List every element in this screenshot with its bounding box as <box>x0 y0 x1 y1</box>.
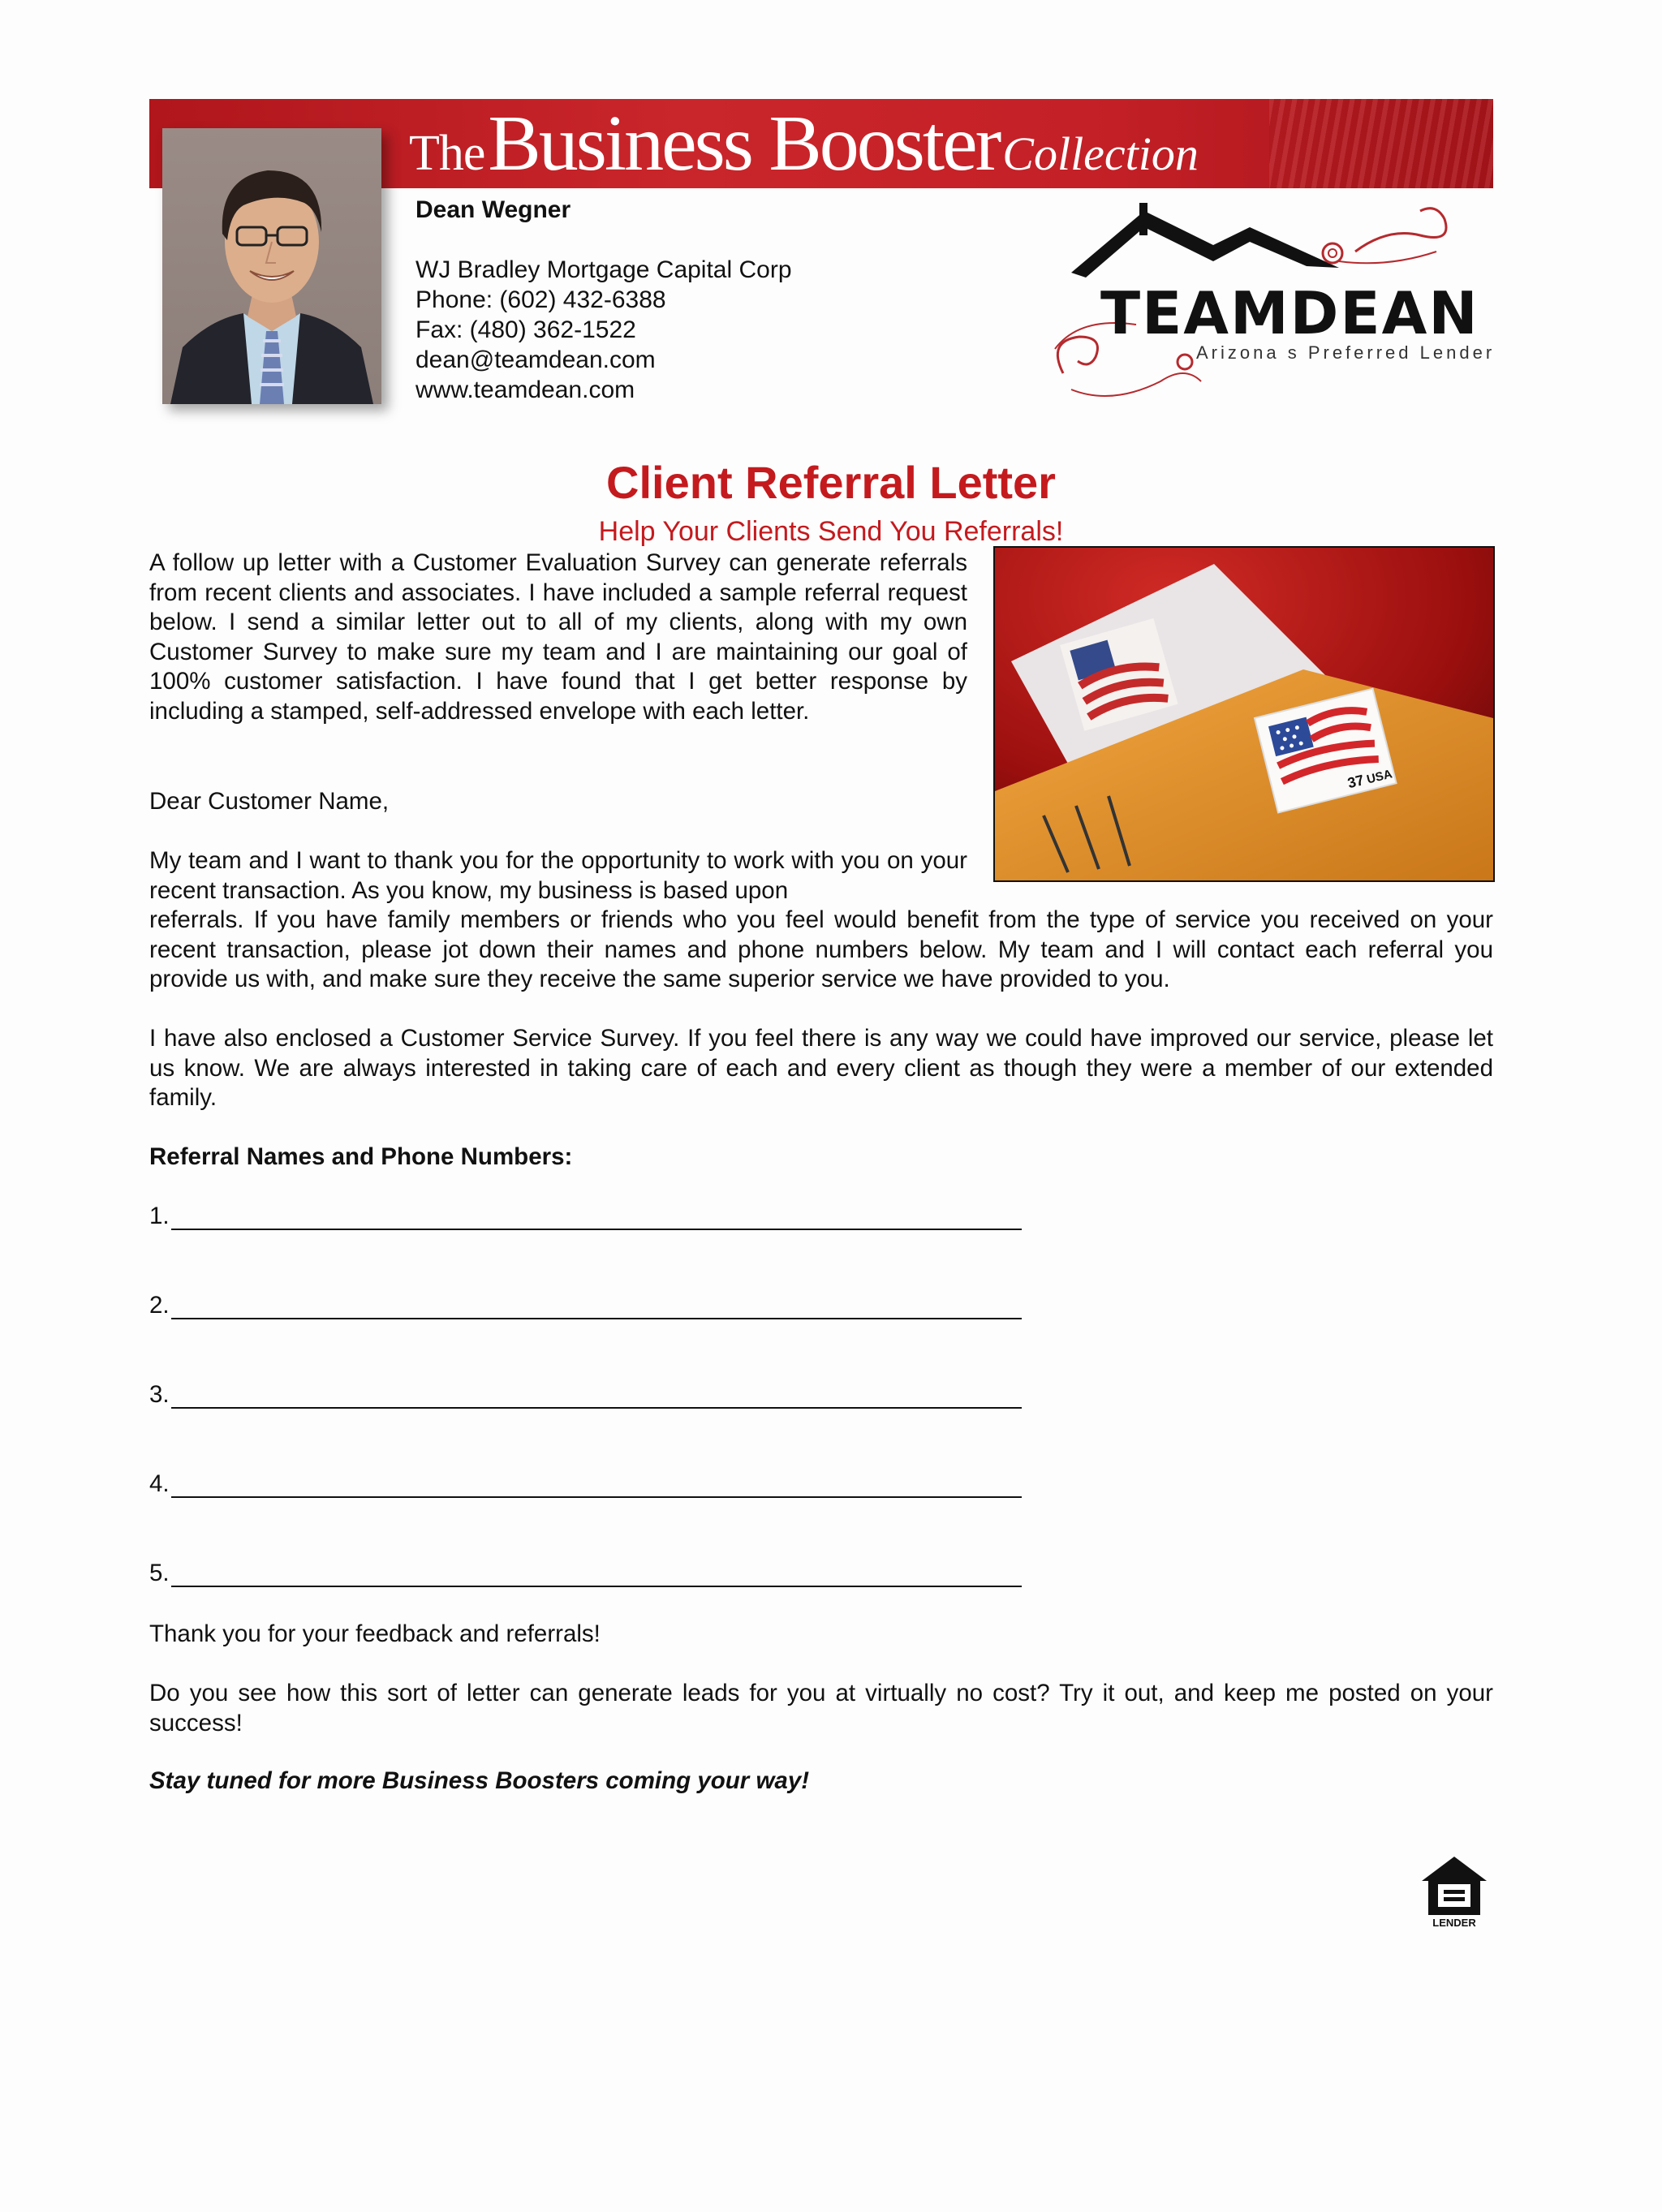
stamp-country: USA <box>1365 767 1394 787</box>
envelope-illustration <box>995 548 1493 880</box>
referral-blank[interactable] <box>171 1475 1022 1498</box>
intro-paragraph: A follow up letter with a Customer Evaluation Survey can generate referrals from recent clients and associates. I have included a sample referral request below. I send a similar letter out to all of my clients, along with my own Customer Survey to make sure my team and I are maintaining our goal of 100% customer satisfaction. I have found that I get better response by including a stamped, self-addressed envelope with each letter. <box>149 549 967 725</box>
logo-tagline: Arizona s Preferred Lender <box>1196 342 1496 363</box>
contact-company: WJ Bradley Mortgage Capital Corp <box>416 256 792 283</box>
salutation: Dear Customer Name, <box>149 788 390 815</box>
agent-photo <box>162 128 381 404</box>
banner-main-title: Business Booster <box>488 100 1000 187</box>
referral-number: 4. <box>149 1470 170 1497</box>
referral-number: 2. <box>149 1292 170 1319</box>
banner-title <box>409 100 1199 187</box>
referral-number: 3. <box>149 1381 170 1408</box>
closing-paragraph: Do you see how this sort of letter can generate leads for you at virtually no cost? Try it out, and keep me posted on your success! <box>149 1680 1493 1736</box>
referral-line[interactable] <box>149 1470 1022 1498</box>
stamp-denomination: 37 <box>1346 772 1366 792</box>
equal-housing-label: LENDER <box>1432 1917 1476 1929</box>
contact-block <box>416 195 792 405</box>
contact-name: Dean Wegner <box>416 196 571 223</box>
referral-number: 5. <box>149 1560 170 1586</box>
banner-collection: Collection <box>1002 127 1199 180</box>
referral-blank[interactable] <box>171 1386 1022 1409</box>
referral-blank[interactable] <box>171 1207 1022 1230</box>
referral-line[interactable] <box>149 1292 1022 1319</box>
referral-heading: Referral Names and Phone Numbers: <box>149 1143 573 1170</box>
letter-paragraph-1a: My team and I want to thank you for the opportunity to work with you on your recent transaction. As you know, my business is based upon <box>149 847 967 904</box>
letter-paragraph-1b: referrals. If you have family members or friends who you feel would benefit from the type of service you received on your recent transaction, please jot down their names and phone numbers below. My team and I will contact each referral you provide us with, and make sure they receive the same superior service we have provided to you. <box>149 906 1493 993</box>
referral-line[interactable] <box>149 1203 1022 1230</box>
contact-website[interactable]: www.teamdean.com <box>416 377 635 403</box>
document-subtitle: Help Your Clients Send You Referrals! <box>598 516 1064 547</box>
referral-number: 1. <box>149 1203 170 1229</box>
document-title: Client Referral Letter <box>606 457 1056 508</box>
signoff-line: Stay tuned for more Business Boosters coming your way! <box>149 1767 810 1794</box>
teamdean-logo <box>1047 203 1501 414</box>
referral-blank[interactable] <box>171 1564 1022 1587</box>
envelope-stamp-image <box>993 546 1495 882</box>
banner-texture <box>1269 99 1493 188</box>
letter-paragraph-2: I have also enclosed a Customer Service Survey. If you feel there is any way we could have improved our service, please let us know. We are always interested in taking care of each and every client as though they were a member of our extended family. <box>149 1025 1493 1112</box>
referral-line[interactable] <box>149 1560 1022 1587</box>
contact-phone: Phone: (602) 432-6388 <box>416 286 666 313</box>
contact-fax: Fax: (480) 362-1522 <box>416 316 636 343</box>
logo-wordmark: TEAMDEAN <box>1100 279 1479 347</box>
contact-email[interactable]: dean@teamdean.com <box>416 346 656 373</box>
banner-the: The <box>409 126 485 181</box>
portrait-image <box>162 128 381 404</box>
referral-blank[interactable] <box>171 1297 1022 1319</box>
thanks-line: Thank you for your feedback and referrals! <box>149 1620 601 1647</box>
referral-line[interactable] <box>149 1381 1022 1409</box>
